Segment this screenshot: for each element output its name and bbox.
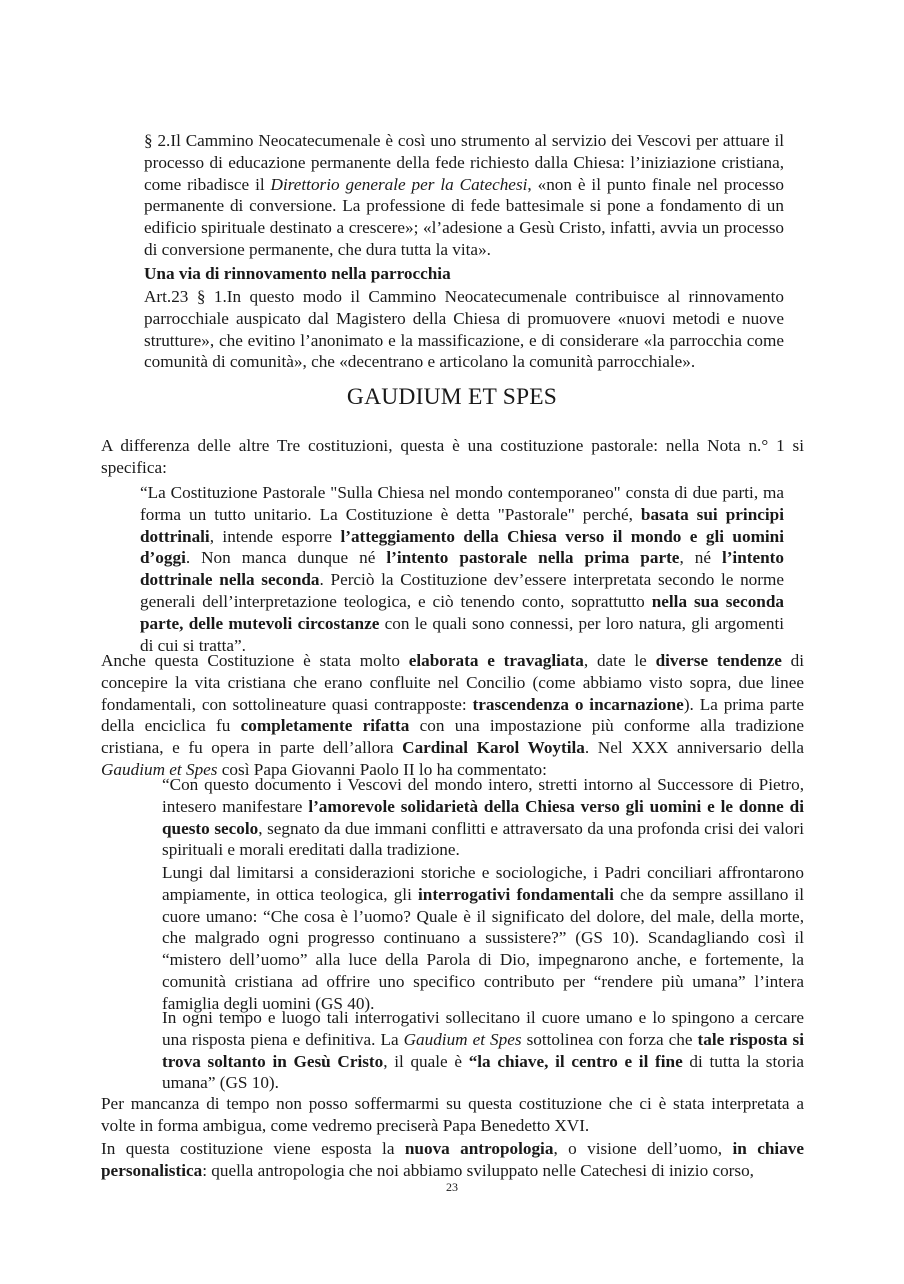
text-run: § 2.Il Cammino Neocatecumenale è così uno strumento al servizio dei Vescovi per attuare il processo di educazione permanente della fede richiesto dalla Chiesa: l’iniziazione cristiana, come ribadisce il	[144, 131, 784, 194]
bold-run: in chiave personalistica	[101, 1139, 805, 1180]
text-run: che da sempre assillano il cuore umano: “Che cosa è l’uomo? Quale è il significato del dolore, del male, della morte, che malgrado ogni progresso continuano a sussistere?” (GS 10). Scandagliando così il “mistero dell’uomo” alla luce della Parola di Dio, impegnarono anche, e fortemente, la comunità cristiana ad offrire uno specifico contributo per “rendere più umana” l’intera famiglia degli uomini (GS 40).	[162, 884, 805, 1013]
page-number: 23	[446, 1180, 458, 1194]
bold-run: completamente rifatta	[240, 716, 410, 736]
text-run: , date le	[583, 651, 656, 670]
paragraph-art23: Art.23 § 1.In questo modo il Cammino Neocatecumenale contribuisce al rinnovamento parrocchiale auspicato dal Magistero della Chiesa di promuovere «nuovi metodi e nuove strutture», che evitino l’anonimato e la massificazione, e di considerare «la parrocchia come comunità di comunità», che «decentrano e articolano la comunità parrocchiale».	[144, 287, 784, 372]
italic-title-direttorio: Direttorio generale per la Catechesi	[270, 174, 528, 194]
paragraph-mancanza-tempo: Per mancanza di tempo non posso soffermarmi su questa costituzione che ci è stata interpretata a volte in forma ambigua, come vedremo preciserà Papa Benedetto XVI.	[101, 1094, 804, 1135]
bold-run: basata sui principi dottrinali	[140, 504, 784, 546]
bold-run: l’intento pastorale nella prima parte	[386, 548, 680, 568]
quote-giovanni-paolo-3	[162, 1007, 804, 1094]
text-run: In questa costituzione viene esposta la	[101, 1139, 405, 1158]
text-run: di concepire la vita cristiana che erano confluite nel Concilio (come abbiamo visto sopra, due linee fondamentali, con sottolineature quasi contrapposte:	[101, 651, 805, 714]
text-run: di tutta la storia umana” (GS 10).	[162, 1051, 804, 1093]
text-run: . Perciò la Costituzione dev’essere interpretata secondo le norme generali dell’interpretazione teologica, e ciò tenendo conto, soprattutto	[140, 570, 784, 611]
text-run: . Non manca dunque né	[185, 548, 387, 568]
text-run: Lungi dal limitarsi a considerazioni storiche e sociologiche, i Padri conciliari affrontarono ampiamente, in ottica teologica, gli	[162, 863, 804, 904]
quote-nota-1	[140, 482, 784, 656]
italic-title-gaudium: Gaudium et Spes	[403, 1029, 522, 1049]
bold-run: trascendenza o incarnazione	[472, 694, 684, 714]
paragraph-elaborata-travagliata	[101, 650, 804, 781]
paragraph-nuova-antropologia	[101, 1138, 804, 1182]
text-run: ). La prima parte della enciclica fu	[101, 694, 804, 736]
text-run: sottolinea con forza che	[521, 1029, 698, 1049]
text-run: così Papa Giovanni Paolo II lo ha commentato:	[217, 759, 547, 779]
bold-run: tale risposta si trova soltanto in Gesù Cristo	[162, 1029, 805, 1071]
text-run: Anche questa Costituzione è stata molto	[101, 651, 409, 670]
text-run: . Nel XXX anniversario della	[584, 738, 804, 758]
bold-run: nella sua seconda parte, delle mutevoli circostanze	[140, 591, 784, 633]
quote-giovanni-paolo-2	[162, 862, 804, 1015]
bold-run: l’intento dottrinale nella seconda	[140, 548, 784, 590]
bold-run: nuova antropologia	[404, 1139, 554, 1158]
text-run: , intende esporre	[209, 526, 341, 546]
text-run: , o visione dell’uomo,	[553, 1139, 733, 1158]
text-run: “La Costituzione Pastorale "Sulla Chiesa nel mondo contemporaneo" consta di due parti, ma forma un tutto unitario. La Costituzione è detta "Pastorale" perché,	[140, 483, 784, 524]
bold-run: l’atteggiamento della Chiesa verso il mondo e gli uomini d’oggi	[140, 526, 785, 568]
bold-run: elaborata e travagliata	[408, 651, 584, 670]
text-run: In ogni tempo e luogo tali interrogativi sollecitano il cuore umano e lo spingono a cercare una risposta piena e definitiva. La	[162, 1008, 804, 1049]
text-run: , segnato da due immani conflitti e attraversato da una profonda crisi dei valori spirituali e morali ereditati dalla tradizione.	[162, 818, 804, 860]
paragraph-cammino-strumento	[144, 130, 784, 261]
text-run: , «non è il punto finale nel processo permanente di conversione. La professione di fede battesimale si pone a fondamento di un edificio spirituale destinato a crescere»; «l’adesione a Gesù Cristo, infatti, avvia un processo di conversione permanente, che dura tutta la vita».	[144, 174, 784, 259]
text-run: con le quali sono connessi, per loro natura, gli argomenti di cui si tratta”.	[140, 613, 785, 655]
section-heading-parrocchia: Una via di rinnovamento nella parrocchia	[144, 264, 451, 283]
text-run: : quella antropologia che noi abbiamo sviluppato nelle Catechesi di inizio corso,	[202, 1160, 754, 1180]
bold-run: interrogativi fondamentali	[418, 884, 614, 904]
bold-run: l’amorevole solidarietà della Chiesa verso gli uomini e le donne di questo secolo	[162, 796, 804, 838]
page-title: GAUDIUM ET SPES	[346, 384, 558, 410]
text-run: “Con questo documento i Vescovi del mondo intero, stretti intorno al Successore di Pietro, intesero manifestare	[162, 775, 804, 816]
bold-run: Cardinal Karol Woytila	[402, 738, 585, 758]
text-run: con una impostazione più conforme alla tradizione cristiana, e fu opera in parte dell’allora	[101, 716, 804, 758]
bold-run: diverse tendenze	[655, 651, 782, 670]
bold-run: “la chiave, il centro e il fine	[468, 1051, 683, 1071]
text-run: , il quale è	[383, 1051, 469, 1071]
paragraph-costituzione-pastorale: A differenza delle altre Tre costituzioni, questa è una costituzione pastorale: nella Nota n.° 1 si specifica:	[101, 436, 804, 477]
text-run: , né	[679, 548, 722, 568]
quote-giovanni-paolo-1	[162, 774, 804, 861]
italic-title-gaudium: Gaudium et Spes	[101, 759, 218, 779]
